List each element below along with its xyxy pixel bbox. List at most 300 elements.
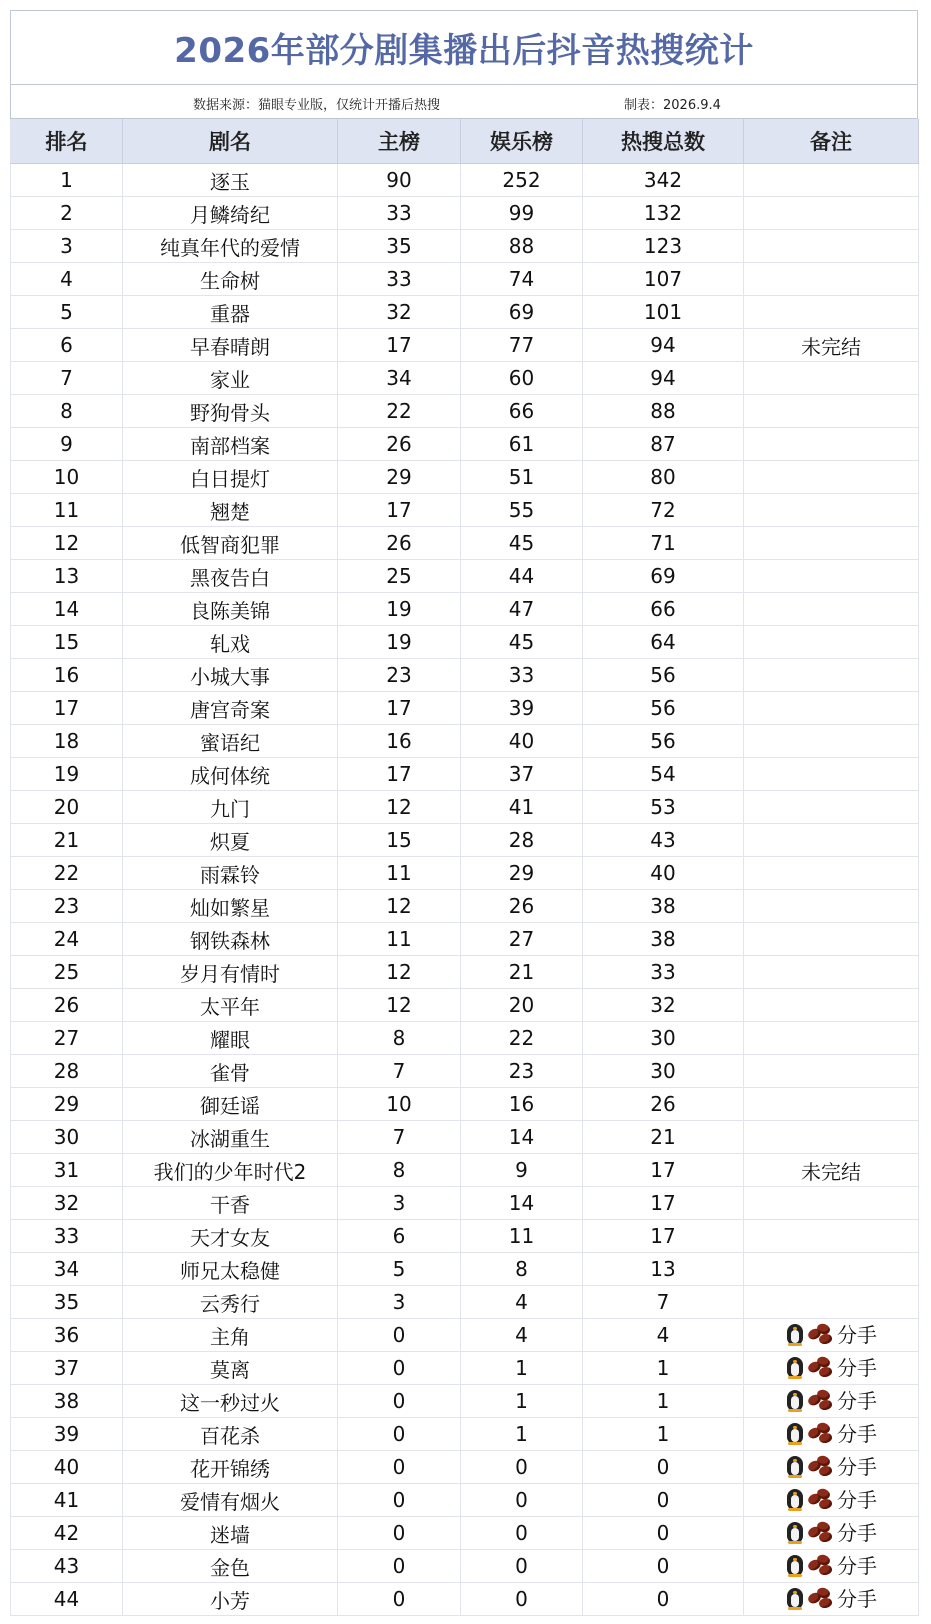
cell-main: 0 xyxy=(338,1550,461,1583)
cell-rank: 20 xyxy=(11,791,123,824)
cell-rank: 43 xyxy=(11,1550,123,1583)
cell-name: 金色 xyxy=(123,1550,338,1583)
note-text: 分手 xyxy=(837,1587,877,1612)
cell-main: 0 xyxy=(338,1352,461,1385)
cell-rank: 16 xyxy=(11,659,123,692)
cell-rank: 15 xyxy=(11,626,123,659)
penguin-icon xyxy=(785,1553,805,1577)
cell-rank: 33 xyxy=(11,1220,123,1253)
cell-name: 御廷谣 xyxy=(123,1088,338,1121)
cell-main: 6 xyxy=(338,1220,461,1253)
table-row xyxy=(11,230,919,263)
cell-total: 1 xyxy=(583,1352,744,1385)
cell-rank: 19 xyxy=(11,758,123,791)
cell-note xyxy=(744,527,919,560)
cell-total: 13 xyxy=(583,1253,744,1286)
cell-note xyxy=(744,1253,919,1286)
cell-ent: 61 xyxy=(461,428,583,461)
cell-rank: 6 xyxy=(11,329,123,362)
table-row xyxy=(11,1517,919,1550)
cell-name: 生命树 xyxy=(123,263,338,296)
cell-name: 小芳 xyxy=(123,1583,338,1616)
cell-rank: 1 xyxy=(11,164,123,197)
cell-total: 101 xyxy=(583,296,744,329)
cell-main: 29 xyxy=(338,461,461,494)
cell-note xyxy=(744,725,919,758)
cell-name: 灿如繁星 xyxy=(123,890,338,923)
cell-total: 38 xyxy=(583,890,744,923)
note-text: 分手 xyxy=(837,1422,877,1447)
cell-note xyxy=(744,296,919,329)
cell-ent: 37 xyxy=(461,758,583,791)
note-content xyxy=(785,1583,877,1612)
cell-ent: 77 xyxy=(461,329,583,362)
cell-name: 爱情有烟火 xyxy=(123,1484,338,1517)
source-note: 数据来源：猫眼专业版，仅统计开播后热搜 xyxy=(193,98,441,113)
cell-main: 23 xyxy=(338,659,461,692)
ranking-table xyxy=(10,119,919,1616)
cell-name: 雨霖铃 xyxy=(123,857,338,890)
cell-name: 早春晴朗 xyxy=(123,329,338,362)
cell-ent: 44 xyxy=(461,560,583,593)
cell-main: 35 xyxy=(338,230,461,263)
note-text: 分手 xyxy=(837,1455,877,1480)
cell-ent: 16 xyxy=(461,1088,583,1121)
cell-main: 0 xyxy=(338,1583,461,1616)
cell-name: 这一秒过火 xyxy=(123,1385,338,1418)
header-row xyxy=(11,119,919,164)
cell-note: 未完结 xyxy=(744,1154,919,1187)
cell-total: 66 xyxy=(583,593,744,626)
cell-note xyxy=(744,230,919,263)
cell-ent: 51 xyxy=(461,461,583,494)
note-text: 分手 xyxy=(837,1389,877,1414)
cell-total: 64 xyxy=(583,626,744,659)
cell-name: 冰湖重生 xyxy=(123,1121,338,1154)
penguin-icon xyxy=(785,1388,805,1412)
cell-note xyxy=(744,1121,919,1154)
cell-rank: 32 xyxy=(11,1187,123,1220)
cell-total: 69 xyxy=(583,560,744,593)
cell-main: 0 xyxy=(338,1451,461,1484)
cell-main: 33 xyxy=(338,197,461,230)
cell-name: 良陈美锦 xyxy=(123,593,338,626)
cell-total: 56 xyxy=(583,659,744,692)
table-row xyxy=(11,593,919,626)
cell-ent: 28 xyxy=(461,824,583,857)
penguin-icon xyxy=(785,1586,805,1610)
cell-rank: 40 xyxy=(11,1451,123,1484)
cell-total: 0 xyxy=(583,1484,744,1517)
cell-ent: 29 xyxy=(461,857,583,890)
cell-main: 15 xyxy=(338,824,461,857)
cell-ent: 69 xyxy=(461,296,583,329)
cell-main: 33 xyxy=(338,263,461,296)
cell-note xyxy=(744,593,919,626)
date-note: 制表：2026.9.4 xyxy=(624,98,721,113)
penguin-icon xyxy=(785,1454,805,1478)
penguin-icon xyxy=(785,1355,805,1379)
cell-total: 4 xyxy=(583,1319,744,1352)
table-row xyxy=(11,824,919,857)
header-main: 主榜 xyxy=(338,119,461,164)
cell-note xyxy=(744,923,919,956)
cell-total: 0 xyxy=(583,1451,744,1484)
cell-rank: 9 xyxy=(11,428,123,461)
beans-icon xyxy=(808,1422,834,1444)
cell-note xyxy=(744,1517,919,1550)
table-row xyxy=(11,1154,919,1187)
cell-total: 43 xyxy=(583,824,744,857)
note-content xyxy=(785,1319,877,1348)
table-row xyxy=(11,1121,919,1154)
table-row xyxy=(11,1385,919,1418)
cell-rank: 37 xyxy=(11,1352,123,1385)
cell-main: 0 xyxy=(338,1319,461,1352)
cell-name: 黑夜告白 xyxy=(123,560,338,593)
cell-ent: 1 xyxy=(461,1352,583,1385)
table-row xyxy=(11,1187,919,1220)
cell-main: 32 xyxy=(338,296,461,329)
cell-rank: 36 xyxy=(11,1319,123,1352)
cell-main: 8 xyxy=(338,1022,461,1055)
cell-main: 12 xyxy=(338,890,461,923)
cell-total: 94 xyxy=(583,362,744,395)
cell-note: 未完结 xyxy=(744,329,919,362)
cell-ent: 99 xyxy=(461,197,583,230)
cell-main: 22 xyxy=(338,395,461,428)
cell-rank: 31 xyxy=(11,1154,123,1187)
beans-icon xyxy=(808,1455,834,1477)
table-row xyxy=(11,263,919,296)
cell-note xyxy=(744,1385,919,1418)
cell-rank: 25 xyxy=(11,956,123,989)
cell-name: 师兄太稳健 xyxy=(123,1253,338,1286)
penguin-icon xyxy=(785,1421,805,1445)
cell-name: 重器 xyxy=(123,296,338,329)
cell-rank: 2 xyxy=(11,197,123,230)
cell-ent: 20 xyxy=(461,989,583,1022)
cell-ent: 9 xyxy=(461,1154,583,1187)
cell-name: 九门 xyxy=(123,791,338,824)
table-row xyxy=(11,1088,919,1121)
note-content xyxy=(785,1517,877,1546)
table-row xyxy=(11,791,919,824)
cell-note xyxy=(744,692,919,725)
table-row xyxy=(11,395,919,428)
cell-main: 25 xyxy=(338,560,461,593)
cell-total: 94 xyxy=(583,329,744,362)
cell-total: 1 xyxy=(583,1418,744,1451)
cell-rank: 3 xyxy=(11,230,123,263)
table-row xyxy=(11,461,919,494)
cell-rank: 34 xyxy=(11,1253,123,1286)
cell-main: 12 xyxy=(338,791,461,824)
cell-name: 逐玉 xyxy=(123,164,338,197)
cell-name: 钢铁森林 xyxy=(123,923,338,956)
cell-note xyxy=(744,659,919,692)
cell-main: 17 xyxy=(338,494,461,527)
cell-name: 轧戏 xyxy=(123,626,338,659)
table-row xyxy=(11,1253,919,1286)
cell-total: 21 xyxy=(583,1121,744,1154)
cell-note xyxy=(744,989,919,1022)
note-content xyxy=(785,1451,877,1480)
cell-main: 0 xyxy=(338,1418,461,1451)
cell-note xyxy=(744,1022,919,1055)
cell-note xyxy=(744,824,919,857)
table-row xyxy=(11,527,919,560)
cell-name: 百花杀 xyxy=(123,1418,338,1451)
cell-main: 26 xyxy=(338,428,461,461)
cell-name: 小城大事 xyxy=(123,659,338,692)
cell-main: 19 xyxy=(338,593,461,626)
cell-rank: 30 xyxy=(11,1121,123,1154)
cell-note xyxy=(744,1088,919,1121)
beans-icon xyxy=(808,1488,834,1510)
cell-note xyxy=(744,956,919,989)
cell-name: 太平年 xyxy=(123,989,338,1022)
table-row xyxy=(11,989,919,1022)
cell-name: 唐宫奇案 xyxy=(123,692,338,725)
table-row xyxy=(11,758,919,791)
cell-main: 0 xyxy=(338,1517,461,1550)
cell-main: 16 xyxy=(338,725,461,758)
cell-note xyxy=(744,758,919,791)
table-row xyxy=(11,1583,919,1616)
cell-ent: 55 xyxy=(461,494,583,527)
cell-main: 3 xyxy=(338,1286,461,1319)
note-text: 分手 xyxy=(837,1488,877,1513)
cell-note xyxy=(744,362,919,395)
cell-total: 40 xyxy=(583,857,744,890)
cell-total: 123 xyxy=(583,230,744,263)
cell-total: 56 xyxy=(583,692,744,725)
cell-ent: 0 xyxy=(461,1484,583,1517)
cell-ent: 0 xyxy=(461,1550,583,1583)
cell-rank: 5 xyxy=(11,296,123,329)
cell-ent: 66 xyxy=(461,395,583,428)
cell-note xyxy=(744,1451,919,1484)
cell-name: 岁月有情时 xyxy=(123,956,338,989)
cell-ent: 0 xyxy=(461,1517,583,1550)
cell-total: 56 xyxy=(583,725,744,758)
cell-main: 12 xyxy=(338,956,461,989)
cell-total: 30 xyxy=(583,1055,744,1088)
cell-name: 莫离 xyxy=(123,1352,338,1385)
cell-total: 1 xyxy=(583,1385,744,1418)
cell-name: 成何体统 xyxy=(123,758,338,791)
table-row xyxy=(11,923,919,956)
cell-rank: 44 xyxy=(11,1583,123,1616)
cell-note xyxy=(744,890,919,923)
cell-ent: 40 xyxy=(461,725,583,758)
note-text: 分手 xyxy=(837,1323,877,1348)
cell-ent: 39 xyxy=(461,692,583,725)
cell-name: 南部档案 xyxy=(123,428,338,461)
table-row xyxy=(11,560,919,593)
title-cell xyxy=(10,10,918,85)
cell-ent: 4 xyxy=(461,1286,583,1319)
beans-icon xyxy=(808,1554,834,1576)
cell-total: 0 xyxy=(583,1550,744,1583)
cell-main: 5 xyxy=(338,1253,461,1286)
cell-main: 19 xyxy=(338,626,461,659)
cell-name: 家业 xyxy=(123,362,338,395)
table-row xyxy=(11,1055,919,1088)
note-text: 分手 xyxy=(837,1356,877,1381)
cell-rank: 17 xyxy=(11,692,123,725)
table-row xyxy=(11,1286,919,1319)
cell-main: 0 xyxy=(338,1385,461,1418)
cell-total: 33 xyxy=(583,956,744,989)
cell-rank: 28 xyxy=(11,1055,123,1088)
cell-rank: 18 xyxy=(11,725,123,758)
cell-rank: 24 xyxy=(11,923,123,956)
table-row xyxy=(11,1418,919,1451)
cell-main: 7 xyxy=(338,1121,461,1154)
cell-rank: 23 xyxy=(11,890,123,923)
cell-ent: 8 xyxy=(461,1253,583,1286)
cell-ent: 1 xyxy=(461,1385,583,1418)
cell-total: 342 xyxy=(583,164,744,197)
table-row xyxy=(11,164,919,197)
cell-name: 我们的少年时代2 xyxy=(123,1154,338,1187)
cell-note xyxy=(744,494,919,527)
table-row xyxy=(11,725,919,758)
cell-name: 主角 xyxy=(123,1319,338,1352)
cell-rank: 7 xyxy=(11,362,123,395)
cell-rank: 11 xyxy=(11,494,123,527)
cell-rank: 42 xyxy=(11,1517,123,1550)
penguin-icon xyxy=(785,1322,805,1346)
cell-ent: 33 xyxy=(461,659,583,692)
penguin-icon xyxy=(785,1487,805,1511)
penguin-icon xyxy=(785,1520,805,1544)
cell-main: 7 xyxy=(338,1055,461,1088)
note-content xyxy=(785,1418,877,1447)
cell-name: 迷墙 xyxy=(123,1517,338,1550)
table-row xyxy=(11,692,919,725)
cell-ent: 4 xyxy=(461,1319,583,1352)
cell-total: 32 xyxy=(583,989,744,1022)
cell-rank: 12 xyxy=(11,527,123,560)
cell-main: 90 xyxy=(338,164,461,197)
table-row xyxy=(11,1319,919,1352)
cell-rank: 27 xyxy=(11,1022,123,1055)
cell-ent: 41 xyxy=(461,791,583,824)
cell-note xyxy=(744,395,919,428)
cell-rank: 10 xyxy=(11,461,123,494)
cell-main: 34 xyxy=(338,362,461,395)
cell-note xyxy=(744,263,919,296)
cell-main: 17 xyxy=(338,692,461,725)
cell-ent: 252 xyxy=(461,164,583,197)
header-note: 备注 xyxy=(744,119,919,164)
cell-name: 低智商犯罪 xyxy=(123,527,338,560)
table-row xyxy=(11,1022,919,1055)
note-text: 分手 xyxy=(837,1521,877,1546)
table-row xyxy=(11,1451,919,1484)
cell-total: 30 xyxy=(583,1022,744,1055)
cell-name: 野狗骨头 xyxy=(123,395,338,428)
cell-name: 炽夏 xyxy=(123,824,338,857)
cell-total: 26 xyxy=(583,1088,744,1121)
beans-icon xyxy=(808,1356,834,1378)
cell-main: 8 xyxy=(338,1154,461,1187)
cell-ent: 22 xyxy=(461,1022,583,1055)
note-text: 分手 xyxy=(837,1554,877,1579)
cell-total: 7 xyxy=(583,1286,744,1319)
cell-ent: 47 xyxy=(461,593,583,626)
cell-total: 17 xyxy=(583,1154,744,1187)
table-row xyxy=(11,329,919,362)
meta-row xyxy=(10,85,918,119)
table-row xyxy=(11,428,919,461)
cell-total: 71 xyxy=(583,527,744,560)
cell-rank: 13 xyxy=(11,560,123,593)
cell-ent: 45 xyxy=(461,626,583,659)
table-row xyxy=(11,956,919,989)
cell-total: 107 xyxy=(583,263,744,296)
cell-ent: 74 xyxy=(461,263,583,296)
cell-rank: 38 xyxy=(11,1385,123,1418)
cell-note xyxy=(744,197,919,230)
cell-ent: 1 xyxy=(461,1418,583,1451)
note-content xyxy=(785,1352,877,1381)
cell-main: 26 xyxy=(338,527,461,560)
cell-note xyxy=(744,560,919,593)
cell-note xyxy=(744,1418,919,1451)
table-row xyxy=(11,1220,919,1253)
cell-note xyxy=(744,1484,919,1517)
cell-total: 88 xyxy=(583,395,744,428)
cell-total: 17 xyxy=(583,1187,744,1220)
table-row xyxy=(11,1484,919,1517)
cell-rank: 35 xyxy=(11,1286,123,1319)
spreadsheet xyxy=(10,10,918,1616)
cell-name: 雀骨 xyxy=(123,1055,338,1088)
cell-total: 87 xyxy=(583,428,744,461)
cell-note xyxy=(744,1352,919,1385)
table-row xyxy=(11,659,919,692)
cell-ent: 60 xyxy=(461,362,583,395)
cell-note xyxy=(744,1055,919,1088)
cell-note xyxy=(744,791,919,824)
cell-total: 80 xyxy=(583,461,744,494)
cell-name: 干香 xyxy=(123,1187,338,1220)
cell-total: 53 xyxy=(583,791,744,824)
cell-ent: 21 xyxy=(461,956,583,989)
note-content xyxy=(785,1385,877,1414)
cell-note xyxy=(744,1220,919,1253)
cell-name: 天才女友 xyxy=(123,1220,338,1253)
table-row xyxy=(11,626,919,659)
cell-rank: 14 xyxy=(11,593,123,626)
cell-note xyxy=(744,857,919,890)
cell-note xyxy=(744,1319,919,1352)
cell-rank: 39 xyxy=(11,1418,123,1451)
cell-ent: 23 xyxy=(461,1055,583,1088)
cell-name: 耀眼 xyxy=(123,1022,338,1055)
beans-icon xyxy=(808,1587,834,1609)
table-row xyxy=(11,890,919,923)
cell-ent: 11 xyxy=(461,1220,583,1253)
cell-name: 蜜语纪 xyxy=(123,725,338,758)
page-title: 2026年部分剧集播出后抖音热搜统计 xyxy=(174,31,754,71)
cell-ent: 0 xyxy=(461,1451,583,1484)
note-content xyxy=(785,1550,877,1579)
